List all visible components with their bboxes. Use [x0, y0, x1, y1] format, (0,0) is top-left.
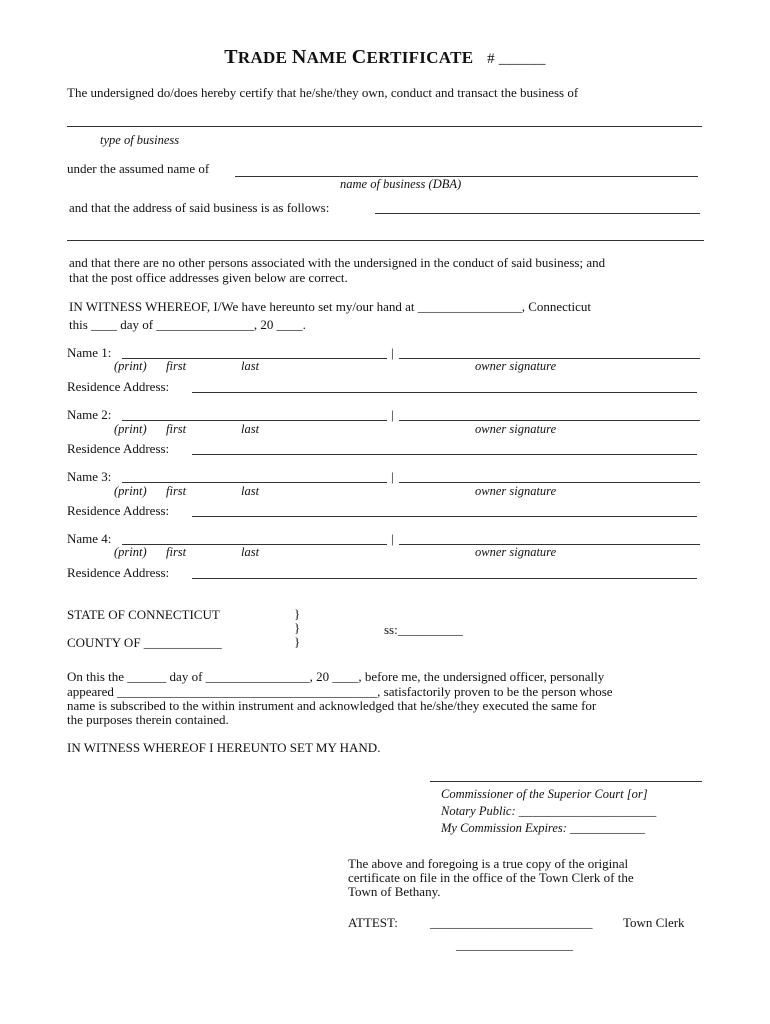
true-copy-text: The above and foregoing is a true copy of the original — [348, 856, 629, 871]
owner-signature-field[interactable] — [399, 420, 700, 421]
type-of-business-field[interactable] — [67, 126, 702, 127]
print-caption: (print) — [114, 422, 147, 436]
first-caption: first — [166, 484, 187, 498]
attest-label: ATTEST: — [348, 915, 398, 930]
last-caption: last — [241, 422, 260, 436]
signature-caption: owner signature — [475, 484, 557, 498]
print-caption: (print) — [114, 359, 147, 373]
witness-statement: IN WITNESS WHEREOF, I/We have hereunto set my/our hand at ________________, Connecticut — [69, 299, 592, 314]
acknowledgment-text-2: appeared ________________________________________, satisfactorily proven to be the person whose — [67, 684, 613, 699]
residence-label: Residence Address: — [67, 379, 170, 394]
residence-label: Residence Address: — [67, 503, 170, 518]
owner-name-label: Name 2: — [67, 407, 112, 422]
owner-name-label: Name 4: — [67, 531, 112, 546]
owner-name-label: Name 3: — [67, 469, 112, 484]
residence-field[interactable] — [192, 454, 697, 455]
brace: } — [294, 634, 301, 649]
residence-field[interactable] — [192, 578, 697, 579]
intro-text: The undersigned do/does hereby certify that he/she/they own, conduct and transact the business of — [67, 85, 579, 100]
brace: } — [294, 620, 301, 635]
county-field[interactable]: COUNTY OF ____________ — [67, 635, 222, 650]
first-caption: first — [166, 359, 187, 373]
separator: | — [391, 345, 394, 360]
signature-caption: owner signature — [475, 545, 557, 559]
no-other-persons-text: and that there are no other persons associated with the undersigned in the conduct of said business; and — [69, 255, 606, 270]
acknowledgment-text: On this the ______ day of ________________, 20 ____, before me, the undersigned officer, personally — [67, 669, 605, 684]
separator: | — [391, 531, 394, 546]
commissioner-signature-field[interactable] — [430, 781, 702, 782]
owner-name-field[interactable] — [122, 482, 387, 483]
owner-name-label: Name 1: — [67, 345, 112, 360]
residence-field[interactable] — [192, 392, 697, 393]
last-caption: last — [241, 545, 260, 559]
print-caption: (print) — [114, 484, 147, 498]
signature-caption: owner signature — [475, 422, 557, 436]
commissioner-caption: Commissioner of the Superior Court [or] — [441, 787, 648, 801]
commission-expires-field[interactable]: My Commission Expires: ____________ — [441, 821, 646, 835]
ss-field[interactable]: ss:__________ — [384, 622, 463, 637]
town-clerk-label: Town Clerk — [623, 915, 685, 930]
page-title: TRADE NAME CERTIFICATE # ______ — [224, 46, 546, 68]
no-other-persons-text-2: that the post office addresses given below are correct. — [69, 270, 348, 285]
acknowledgment-text-4: the purposes therein contained. — [67, 712, 229, 727]
residence-label: Residence Address: — [67, 565, 170, 580]
witness-date-line: this ____ day of _______________, 20 ____. — [69, 317, 306, 332]
certificate-number-field[interactable]: # ______ — [487, 51, 546, 67]
owner-signature-field[interactable] — [399, 482, 700, 483]
notary-public-field[interactable]: Notary Public: ______________________ — [441, 804, 657, 818]
true-copy-text-3: Town of Bethany. — [348, 884, 441, 899]
first-caption: first — [166, 545, 187, 559]
acknowledgment-text-3: name is subscribed to the within instrument and acknowledged that he/she/they executed the same for — [67, 698, 597, 713]
residence-label: Residence Address: — [67, 441, 170, 456]
true-copy-text-2: certificate on file in the office of the Town Clerk of the — [348, 870, 634, 885]
last-caption: last — [241, 484, 260, 498]
separator: | — [391, 469, 394, 484]
dba-caption: name of business (DBA) — [340, 177, 462, 191]
assumed-name-label: under the assumed name of — [67, 161, 210, 176]
business-address-field[interactable] — [375, 213, 700, 214]
separator: | — [391, 407, 394, 422]
bottom-signature-field[interactable]: __________________ — [456, 937, 573, 952]
residence-field[interactable] — [192, 516, 697, 517]
brace: } — [294, 606, 301, 621]
state-label: STATE OF CONNECTICUT — [67, 607, 220, 622]
witness-hand-text: IN WITNESS WHEREOF I HEREUNTO SET MY HAND. — [67, 740, 381, 755]
print-caption: (print) — [114, 545, 147, 559]
attest-signature-field[interactable]: _________________________ — [430, 915, 593, 930]
first-caption: first — [166, 422, 187, 436]
address-label: and that the address of said business is as follows: — [69, 200, 330, 215]
dba-field[interactable] — [235, 176, 698, 177]
last-caption: last — [241, 359, 260, 373]
signature-caption: owner signature — [475, 359, 557, 373]
type-of-business-caption: type of business — [100, 133, 180, 147]
business-address-field-2[interactable] — [67, 240, 704, 241]
owner-name-field[interactable] — [122, 420, 387, 421]
